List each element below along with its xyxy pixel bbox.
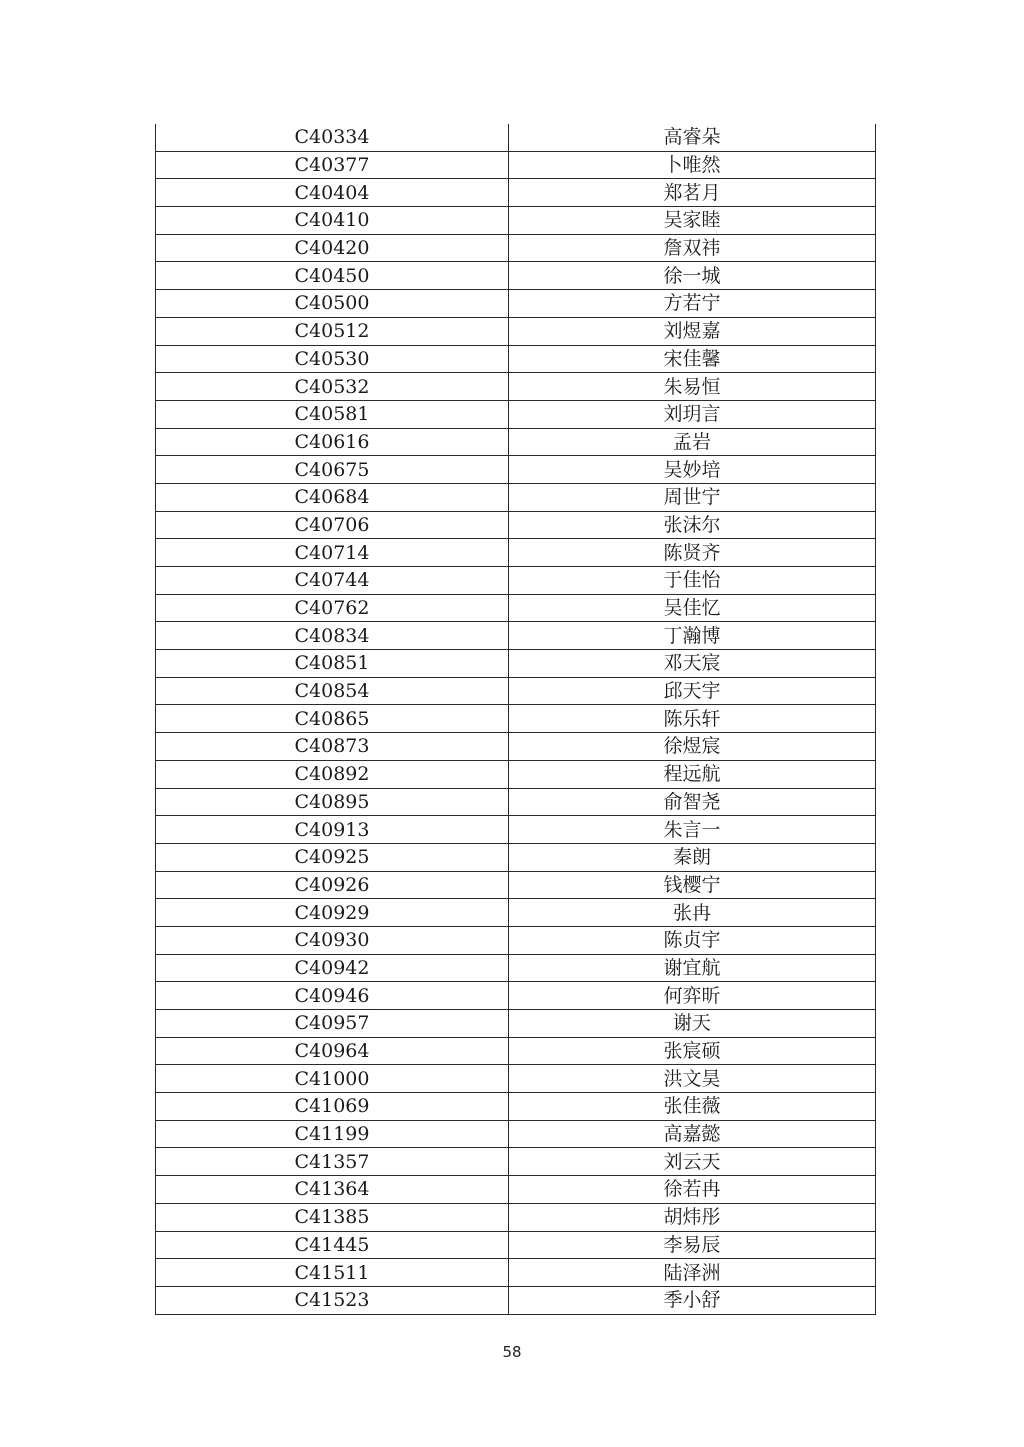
table-row	[156, 400, 876, 428]
table-row	[156, 622, 876, 650]
table-row	[156, 982, 876, 1010]
candidate-id-cell: C40942	[156, 954, 509, 982]
candidate-id-cell: C41069	[156, 1093, 509, 1121]
candidate-id-cell: C40420	[156, 234, 509, 262]
candidate-name-cell: 宋佳馨	[509, 345, 876, 373]
candidate-id-cell: C40410	[156, 207, 509, 235]
table-row	[156, 207, 876, 235]
candidate-id-cell: C41523	[156, 1286, 509, 1314]
candidate-id-cell: C40714	[156, 539, 509, 567]
candidate-id-cell: C41199	[156, 1120, 509, 1148]
table-row	[156, 456, 876, 484]
candidate-name-cell: 刘玥言	[509, 400, 876, 428]
table-row	[156, 760, 876, 788]
table-row	[156, 954, 876, 982]
candidate-id-cell: C41445	[156, 1231, 509, 1259]
candidate-id-cell: C41357	[156, 1148, 509, 1176]
candidate-id-cell: C40946	[156, 982, 509, 1010]
candidate-id-cell: C40873	[156, 733, 509, 761]
candidate-name-cell: 吴佳忆	[509, 594, 876, 622]
table-row	[156, 1148, 876, 1176]
candidate-name-cell: 谢宜航	[509, 954, 876, 982]
candidate-id-cell: C40334	[156, 124, 509, 151]
candidate-name-cell: 周世宁	[509, 483, 876, 511]
candidate-id-cell: C40675	[156, 456, 509, 484]
candidate-name-cell: 吴家睦	[509, 207, 876, 235]
table-row	[156, 124, 876, 151]
candidate-name-cell: 李易辰	[509, 1231, 876, 1259]
candidate-id-cell: C40450	[156, 262, 509, 290]
candidate-id-cell: C41000	[156, 1065, 509, 1093]
table-row	[156, 1231, 876, 1259]
table-row	[156, 373, 876, 401]
candidate-id-cell: C40581	[156, 400, 509, 428]
candidate-name-cell: 胡炜彤	[509, 1203, 876, 1231]
candidate-id-cell: C40865	[156, 705, 509, 733]
candidate-id-cell: C40684	[156, 483, 509, 511]
candidate-id-cell: C40895	[156, 788, 509, 816]
table-row	[156, 816, 876, 844]
table-row	[156, 234, 876, 262]
candidate-name-cell: 卜唯然	[509, 151, 876, 179]
candidate-name-cell: 张宸硕	[509, 1037, 876, 1065]
table-row	[156, 1065, 876, 1093]
candidate-id-cell: C40404	[156, 179, 509, 207]
table-row	[156, 677, 876, 705]
candidate-id-cell: C41385	[156, 1203, 509, 1231]
candidate-name-cell: 吴妙培	[509, 456, 876, 484]
candidate-name-cell: 邱天宇	[509, 677, 876, 705]
candidate-name-cell: 刘煜嘉	[509, 317, 876, 345]
table-row	[156, 428, 876, 456]
candidate-name-cell: 方若宁	[509, 290, 876, 318]
candidate-name-cell: 张沫尔	[509, 511, 876, 539]
candidate-name-cell: 钱樱宁	[509, 871, 876, 899]
table-row	[156, 317, 876, 345]
candidate-name-cell: 程远航	[509, 760, 876, 788]
table-row	[156, 151, 876, 179]
table-row	[156, 705, 876, 733]
candidate-name-cell: 陈乐轩	[509, 705, 876, 733]
candidate-name-cell: 秦朗	[509, 843, 876, 871]
candidate-name-cell: 刘云天	[509, 1148, 876, 1176]
candidate-name-cell: 徐一城	[509, 262, 876, 290]
table-row	[156, 1259, 876, 1287]
candidate-id-cell: C40530	[156, 345, 509, 373]
candidate-name-cell: 孟岩	[509, 428, 876, 456]
candidate-name-cell: 郑茗月	[509, 179, 876, 207]
table-row	[156, 345, 876, 373]
candidate-name-cell: 朱易恒	[509, 373, 876, 401]
candidate-id-cell: C40532	[156, 373, 509, 401]
candidate-name-cell: 季小舒	[509, 1286, 876, 1314]
table-row	[156, 1176, 876, 1204]
table-row	[156, 1037, 876, 1065]
candidate-id-cell: C40834	[156, 622, 509, 650]
table-row	[156, 539, 876, 567]
table-row	[156, 511, 876, 539]
table-row	[156, 262, 876, 290]
candidate-id-cell: C40851	[156, 650, 509, 678]
candidate-id-cell: C40964	[156, 1037, 509, 1065]
candidate-id-cell: C40913	[156, 816, 509, 844]
candidate-name-cell: 朱言一	[509, 816, 876, 844]
candidate-id-cell: C40512	[156, 317, 509, 345]
candidate-name-cell: 詹双祎	[509, 234, 876, 262]
candidate-name-cell: 陈贤齐	[509, 539, 876, 567]
candidate-id-cell: C40930	[156, 926, 509, 954]
candidate-id-cell: C41364	[156, 1176, 509, 1204]
roster-table-body	[156, 124, 876, 1314]
table-row	[156, 1093, 876, 1121]
candidate-id-cell: C40854	[156, 677, 509, 705]
candidate-id-cell: C40957	[156, 1010, 509, 1038]
candidate-name-cell: 高睿朵	[509, 124, 876, 151]
candidate-id-cell: C40925	[156, 843, 509, 871]
table-row	[156, 650, 876, 678]
candidate-id-cell: C40892	[156, 760, 509, 788]
candidate-name-cell: 邓天宸	[509, 650, 876, 678]
page-number: 58	[502, 1343, 522, 1361]
table-row	[156, 594, 876, 622]
candidate-id-cell: C40377	[156, 151, 509, 179]
candidate-id-cell: C40926	[156, 871, 509, 899]
table-row	[156, 788, 876, 816]
candidate-name-cell: 俞智尧	[509, 788, 876, 816]
table-row	[156, 843, 876, 871]
table-row	[156, 1203, 876, 1231]
table-row	[156, 179, 876, 207]
roster-table	[155, 124, 876, 1315]
candidate-name-cell: 张佳薇	[509, 1093, 876, 1121]
candidate-id-cell: C40616	[156, 428, 509, 456]
table-row	[156, 1286, 876, 1314]
candidate-name-cell: 陈贞宇	[509, 926, 876, 954]
table-row	[156, 290, 876, 318]
candidate-name-cell: 何弈昕	[509, 982, 876, 1010]
candidate-name-cell: 陆泽洲	[509, 1259, 876, 1287]
table-row	[156, 926, 876, 954]
table-row	[156, 483, 876, 511]
candidate-id-cell: C40762	[156, 594, 509, 622]
candidate-name-cell: 徐若冉	[509, 1176, 876, 1204]
table-row	[156, 1120, 876, 1148]
candidate-id-cell: C40929	[156, 899, 509, 927]
table-row	[156, 899, 876, 927]
table-row	[156, 1010, 876, 1038]
candidate-name-cell: 张冉	[509, 899, 876, 927]
candidate-name-cell: 于佳怡	[509, 567, 876, 595]
candidate-id-cell: C40706	[156, 511, 509, 539]
candidate-name-cell: 丁瀚博	[509, 622, 876, 650]
candidate-id-cell: C40744	[156, 567, 509, 595]
table-row	[156, 567, 876, 595]
candidate-name-cell: 高嘉懿	[509, 1120, 876, 1148]
candidate-name-cell: 徐煜宸	[509, 733, 876, 761]
candidate-name-cell: 洪文昊	[509, 1065, 876, 1093]
candidate-id-cell: C41511	[156, 1259, 509, 1287]
table-row	[156, 733, 876, 761]
candidate-name-cell: 谢天	[509, 1010, 876, 1038]
table-row	[156, 871, 876, 899]
candidate-id-cell: C40500	[156, 290, 509, 318]
